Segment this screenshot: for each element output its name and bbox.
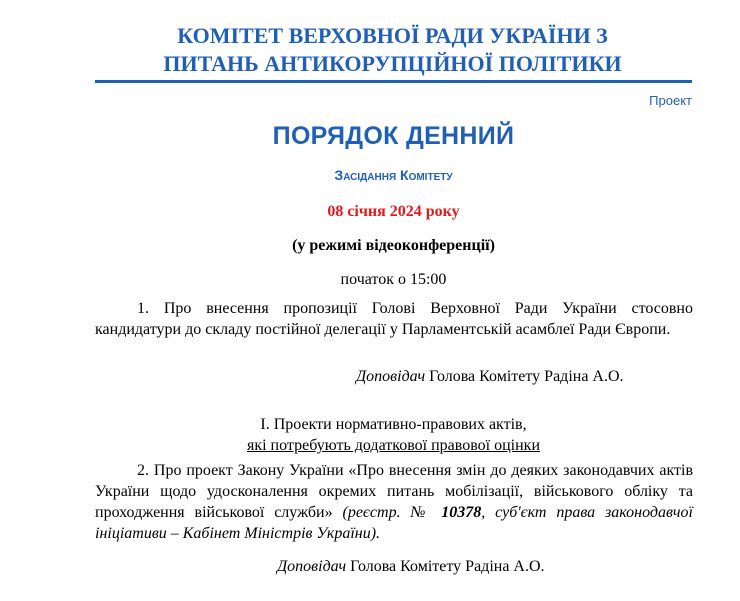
- speaker-role: Доповідач: [277, 558, 347, 575]
- speaker-name: Голова Комітету Радіна А.О.: [429, 368, 624, 385]
- agenda-item-2-speaker: [277, 558, 545, 576]
- agenda-item-1-speaker: [356, 368, 624, 386]
- document-title: ПОРЯДОК ДЕННИЙ: [272, 122, 515, 150]
- meeting-mode: (у режимі відеоконференції): [292, 237, 495, 254]
- registry-prefix: (реєстр. №: [342, 504, 442, 521]
- registry-suffix: , суб'єкт права законодавчої ініціативи – Кабінет Міністрів України).: [95, 504, 694, 542]
- header-divider: [95, 80, 692, 83]
- draft-status: Проект: [649, 93, 692, 108]
- meeting-date: 08 січня 2024 року: [327, 203, 460, 220]
- meeting-subtitle: Засідання Комітету: [334, 167, 453, 183]
- registry-number: 10378: [441, 504, 482, 521]
- committee-header: [95, 22, 690, 78]
- agenda-item-2: [95, 460, 693, 544]
- speaker-name: Голова Комітету Радіна А.О.: [350, 558, 545, 575]
- speaker-role: Доповідач: [356, 368, 426, 385]
- agenda-item-2-text: 2. Про проект Закону України «Про внесення змін до деяких законодавчих актів України щодо удосконалення окремих питань мобілізації, військового обліку та проходження військової служби»: [95, 462, 693, 521]
- start-time: початок о 15:00: [340, 271, 447, 288]
- section-heading-line2: які потребують додаткової правової оцінки: [246, 437, 541, 454]
- committee-header-line1: КОМІТЕТ ВЕРХОВНОЇ РАДИ УКРАЇНИ З: [177, 23, 608, 48]
- section-heading-line1: І. Проекти нормативно-правових актів,: [260, 416, 527, 433]
- committee-header-line2: ПИТАНЬ АНТИКОРУПЦІЙНОЇ ПОЛІТИКИ: [163, 51, 622, 76]
- agenda-item-1: 1. Про внесення пропозиції Голові Верховної Ради України стосовно кандидатури до складу постійної делегації у Парламентській асамблеї Ради Європи.: [95, 300, 693, 338]
